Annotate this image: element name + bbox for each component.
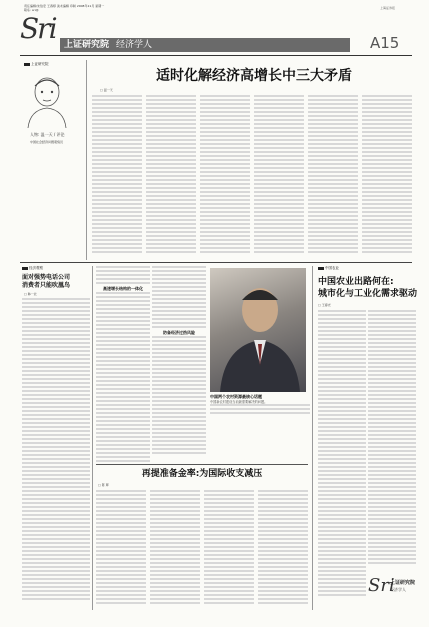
header-meta-line: 联系: sri@ (24, 8, 39, 12)
news-photo (210, 268, 306, 392)
middle-subhead-2: 防备经济过热风险 (163, 330, 195, 335)
section-sub: 经济学人 (116, 40, 153, 50)
column-divider (86, 60, 87, 260)
section-rule (20, 262, 412, 263)
right-article-label: 中国农业 (318, 266, 339, 270)
left-article-byline: □ 韩一北 (24, 292, 37, 296)
bottom-col (204, 490, 254, 610)
newspaper-name: 上海证券报 (380, 6, 396, 10)
right-article-title-2: 城市化与工业化需求驱动 (318, 289, 418, 299)
column-divider (92, 266, 93, 610)
photo-caption-title: 中国两个农村资源最核心话题 (210, 394, 262, 399)
text-column (308, 95, 358, 257)
main-article-body (92, 95, 414, 257)
left-article-label: 经济观察 (22, 266, 43, 270)
photo-caption-body (210, 400, 310, 460)
author-column-label: 上证研究院 (24, 62, 49, 66)
left-article-title-1: 面对强势电话公司 (22, 274, 71, 281)
left-article-body (22, 298, 90, 608)
middle-col-2 (152, 266, 206, 462)
bottom-col (150, 490, 200, 610)
bottom-article-byline: □ 陈 辉 (98, 483, 109, 487)
middle-subhead-1: 高速增长结构的一体化 (103, 286, 143, 291)
right-article-body-2 (368, 310, 416, 570)
text-column (362, 95, 412, 257)
header-meta-line: 责任编辑/朱伯宏 王春婷 美术编辑 印制 2008年11月 星期一 (24, 4, 105, 8)
right-article-title-1: 中国农业出路何在: (318, 277, 394, 287)
logo-initials: Sri (20, 12, 56, 45)
text-column (146, 95, 196, 257)
photo-caption-text: 中国新农村建设当前最需要解决的问题。 (210, 400, 268, 404)
bottom-col (258, 490, 308, 610)
footer-logo-sub: 经济学人 (390, 587, 406, 592)
text-column (200, 95, 250, 257)
text-column (254, 95, 304, 257)
page-header (0, 0, 429, 58)
middle-col-1 (96, 266, 150, 462)
right-article-byline: □ 王春光 (318, 303, 331, 307)
bottom-rule (96, 464, 308, 465)
page-number: A15 (370, 34, 400, 52)
author-portrait (24, 72, 70, 128)
bottom-article-title: 再提准备金率:为国际收支减压 (141, 469, 263, 479)
footer-logo-name: 上证研究院 (390, 580, 416, 586)
footer-logo-initials: Sri (368, 575, 395, 596)
header-rule (20, 55, 412, 56)
bottom-col (96, 490, 146, 610)
author-caption-title: 人物: 温一天 / 评论 (30, 132, 65, 137)
main-article-byline: □ 温一天 (100, 88, 113, 92)
main-article-title: 适时化解经济高增长中三大矛盾 (156, 68, 352, 84)
text-column (92, 95, 142, 257)
right-article-body (318, 310, 366, 610)
author-caption-body: 中国社会经济问题观察员 (30, 140, 64, 144)
column-divider (312, 266, 313, 610)
footer-logo (368, 574, 416, 612)
section-name: 上证研究院 (64, 40, 110, 50)
left-article-title-2: 消费者只能吹凰鸟 (22, 282, 71, 289)
header-meta (24, 4, 244, 12)
